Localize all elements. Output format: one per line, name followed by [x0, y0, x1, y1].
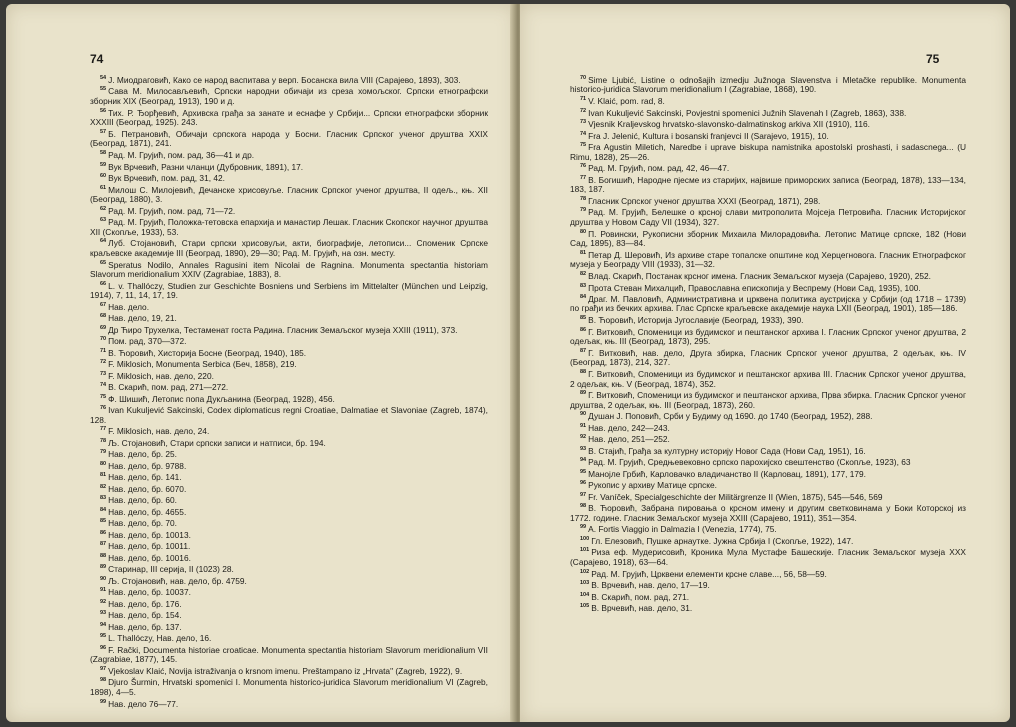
footnote-number: 64 — [100, 238, 107, 245]
footnote — [90, 107, 488, 128]
footnote-number: 74 — [580, 130, 587, 137]
footnote — [90, 552, 488, 563]
footnote-text: Нав. дело, 251—252. — [588, 434, 670, 445]
footnote-number: 59 — [100, 161, 107, 168]
footnote-number: 103 — [580, 580, 590, 587]
footnote-number: 75 — [100, 393, 107, 400]
footnote-number: 97 — [100, 665, 107, 672]
footnote-text: В. Скарић, пом. рад, 271. — [591, 591, 690, 602]
footnote — [90, 393, 488, 404]
footnote — [90, 698, 488, 709]
footnote — [90, 184, 488, 205]
footnote — [570, 270, 966, 281]
footnote — [90, 301, 488, 312]
footnote-number: 98 — [580, 503, 587, 510]
footnote-number: 68 — [100, 313, 107, 320]
footnote — [90, 644, 488, 665]
footnote-number: 94 — [100, 621, 107, 628]
footnote-text: Нав. дело 76—77. — [108, 698, 179, 709]
footnote-number: 72 — [580, 107, 587, 114]
footnote-text: Ф. Шишић, Летопис попа Дукљанина (Београд, 1928), 456. — [108, 393, 335, 404]
footnote-text: Нав. дело, бр. 10037. — [108, 587, 191, 598]
footnote-number: 83 — [580, 282, 587, 289]
right-page — [520, 4, 1010, 722]
footnote-text: Sime Ljubić, Listine o odnošajih izmedju Južnoga Slavenstva i Mletačke republike. Monumenta historico-juridica Slavorum meridionalium I (Zagrabiae, 1868), 190. — [570, 74, 966, 95]
footnote-number: 75 — [580, 142, 587, 149]
footnote-number: 87 — [580, 347, 587, 354]
footnote-number: 73 — [580, 119, 587, 126]
footnote — [90, 575, 488, 586]
footnote — [90, 149, 488, 160]
footnote-number: 65 — [100, 259, 107, 266]
footnote — [90, 540, 488, 551]
footnote-text: Нав. дело, бр. 137. — [108, 621, 182, 632]
footnote-text: Нав. дело, 242—243. — [588, 422, 670, 433]
footnote — [570, 468, 966, 479]
footnote — [90, 216, 488, 237]
footnote-number: 101 — [580, 547, 590, 554]
footnote-number: 104 — [580, 591, 590, 598]
footnote-number: 89 — [580, 390, 587, 397]
footnote-number: 105 — [580, 603, 590, 610]
footnote-number: 86 — [580, 326, 587, 333]
footnote-text: Рад. М. Грујић, пом. рад, 42, 46—47. — [588, 163, 730, 174]
footnote — [90, 609, 488, 620]
footnote-text: Милош С. Милојевић, Дечанске хрисовуље. Гласник Српског ученог друштва, II одељ., књ. XII (Београд, 1880), 3. — [90, 184, 488, 204]
footnote-number: 79 — [580, 207, 587, 214]
footnote-text: Рад. М. Грујић, Црквени елементи крсне славе..., 56, 58—59. — [591, 568, 827, 579]
footnote — [570, 502, 966, 523]
footnote-text: F. Miklosich, Monumenta Serbica (Беч, 1858), 219. — [108, 359, 297, 370]
footnote-number: 91 — [100, 587, 107, 594]
footnote-number: 72 — [100, 359, 107, 366]
footnote — [90, 172, 488, 183]
footnote-text: В. Скарић, пом. рад, 271—272. — [108, 382, 229, 393]
footnote-number: 92 — [100, 598, 107, 605]
footnote — [90, 280, 488, 301]
footnote-number: 90 — [580, 411, 587, 418]
footnote-text: Нав. дело, бр. 10011. — [108, 541, 191, 552]
footnote — [570, 579, 966, 590]
footnote — [570, 591, 966, 602]
footnote-number: 97 — [580, 491, 587, 498]
footnote-number: 84 — [580, 294, 587, 300]
footnote — [90, 205, 488, 216]
footnote-text: Рукопис у архиву Матице српске. — [588, 480, 717, 491]
footnote-text: В. Ћоровић, Историја Југославије (Београд, 1933), 390. — [588, 314, 804, 325]
footnote-text: Нав. дело, 19, 21. — [108, 313, 177, 324]
footnote — [90, 404, 488, 425]
footnote — [570, 368, 966, 389]
footnote-text: Нав. дело, бр. 25. — [108, 449, 177, 460]
footnote-text: Нав. дело. — [108, 301, 150, 312]
footnote-number: 82 — [580, 271, 587, 278]
footnote-text: F. Miklosich, нав. дело, 24. — [108, 426, 210, 437]
footnote-text: Нав. дело, бр. 60. — [108, 495, 177, 506]
footnote-number: 67 — [100, 301, 107, 308]
footnote-text: Нав. дело, бр. 9788. — [108, 460, 187, 471]
footnotes-list — [570, 74, 966, 614]
footnote-number: 66 — [100, 280, 107, 287]
footnote-text: Тих. Р. Ђорђевић, Архивска грађа за занате и еснафе у Србији... Српски етнографски зборник XXXIII (Београд, 1925). 243. — [90, 107, 488, 128]
footnote-text: Душан Ј. Поповић, Срби у Будиму од 1690. до 1740 (Београд, 1952), 288. — [588, 411, 873, 422]
footnote-text: Г. Витковић, Споменици из будимског и пештанског архива, Прва збирка. Гласник Српског ученог друштва, 2 одељак, књ. III (Београд, 1873), 260. — [570, 390, 966, 410]
footnote — [90, 586, 488, 597]
footnote-text: Г. Витковић, Споменици из будимског и пештанског архива I. Гласник Српског ученог друштва, 2 одељак, књ. III (Београд, 1873), 295. — [570, 326, 966, 347]
footnote — [90, 259, 488, 280]
footnote-number: 82 — [100, 483, 107, 490]
footnote — [570, 107, 966, 118]
footnote — [90, 370, 488, 381]
footnote-text: Рад. М. Грујић, Средњевековно српско парохијско свештенство (Скопље, 1923), 63 — [588, 457, 911, 468]
footnote — [570, 326, 966, 347]
footnote-text: Манојле Грбић, Карловачко владичанство II (Карловац, 1891), 177, 179. — [588, 468, 866, 479]
footnote-number: 70 — [100, 336, 107, 343]
footnote — [570, 546, 966, 567]
page-number: 75 — [926, 52, 940, 66]
footnote-number: 81 — [100, 472, 107, 479]
footnote-number: 95 — [580, 468, 587, 475]
footnote-number: 55 — [100, 86, 107, 93]
footnote — [570, 206, 966, 227]
footnote — [90, 335, 488, 346]
footnote — [570, 422, 966, 433]
footnote-text: Fra Agustin Miletich, Naredbe i uprave biskupa namistnika apostolskì proshasti, i sadascnega... (U Rimu, 1828), 25—26. — [570, 141, 966, 162]
footnote-number: 81 — [580, 249, 587, 256]
footnote — [570, 456, 966, 467]
footnote-number: 78 — [100, 437, 107, 444]
footnote — [570, 174, 966, 195]
footnote-number: 89 — [100, 564, 107, 571]
footnote-text: Нав. дело, бр. 10013. — [108, 529, 191, 540]
footnote-number: 54 — [100, 75, 107, 81]
footnote — [570, 389, 966, 410]
footnote — [90, 312, 488, 323]
footnote-text: В. Врчевић, нав. дело, 31. — [591, 602, 693, 613]
footnote-text: Нав. дело, бр. 141. — [108, 472, 182, 483]
footnote-number: 74 — [100, 382, 107, 389]
footnote-number: 87 — [100, 541, 107, 548]
footnote-text: Нав. дело, бр. 4655. — [108, 506, 187, 517]
footnote — [90, 494, 488, 505]
footnote — [570, 95, 966, 106]
footnote — [90, 324, 488, 335]
footnote-text: Djuro Šurmin, Hrvatski spomenici I. Monumenta historico-juridica Slavorum meridionalium VI (Zagreb, 1898), 4—5. — [90, 677, 488, 697]
footnote-text: Ivan Kukuljević Sakcinski, Codex diplomaticus regni Croatiae, Dalmatiae et Slavoniae (Zagreb, 1874), 128. — [90, 405, 488, 425]
footnote-number: 96 — [100, 644, 107, 651]
footnote — [570, 282, 966, 293]
footnote — [570, 314, 966, 325]
footnote-text: Vjesnik Kraljevskog hrvatsko-slavonsko-dalmatinskog arkiva XII (1910), 116. — [588, 118, 870, 129]
footnote-number: 80 — [580, 228, 587, 235]
footnote-text: Нав. дело, бр. 6070. — [108, 483, 187, 494]
footnote-number: 76 — [580, 163, 587, 170]
footnote-number: 102 — [580, 568, 590, 575]
footnote — [570, 141, 966, 162]
footnote — [90, 471, 488, 482]
footnote-text: Вук Врчевић, пом. рад, 31, 42. — [108, 172, 225, 183]
footnote — [570, 433, 966, 444]
footnote-text: J. Миодраговић, Како се народ васпитава у верп. Босанска вила VIII (Сарајево, 1893), 303. — [108, 74, 461, 85]
left-page — [6, 4, 516, 722]
footnote — [90, 161, 488, 172]
footnote — [90, 237, 488, 258]
footnote — [90, 621, 488, 632]
footnote — [90, 128, 488, 149]
footnote-number: 57 — [100, 128, 107, 135]
footnote — [570, 410, 966, 421]
footnote — [570, 293, 966, 314]
page-number: 74 — [90, 52, 104, 66]
footnote-text: Ivan Kukuljević Sakcinski, Povjestni spomenici Južnih Slavenah I (Zagreb, 1863), 338. — [588, 107, 907, 118]
footnote-text: Влад. Скарић, Постанак крсног имена. Гласник Земаљског музеја (Сарајево, 1920), 252. — [588, 270, 932, 281]
footnote-number: 85 — [580, 315, 587, 322]
footnote-text: Гласник Српског ученог друштва XXXI (Београд, 1871), 298. — [588, 195, 821, 206]
footnote-text: Fra J. Jelenić, Kultura i bosanski franjevci II (Sarajevo, 1915), 10. — [588, 130, 829, 141]
footnote-text: Пом. рад, 370—372. — [108, 336, 187, 347]
footnote — [570, 249, 966, 270]
footnote-text: Г. Витковић, Споменици из будимског и пештанског архива III. Гласник Српског ученог друштва, 2 одељак, књ. V (Београд, 1874), 352. — [570, 368, 966, 389]
footnote — [90, 529, 488, 540]
footnote-text: Гл. Елезовић, Пушке арнаутке. Јужна Србија I (Скопље, 1922), 147. — [591, 535, 854, 546]
footnote-text: Speratus Nodilo, Annales Ragusini item Nicolai de Ragnina. Monumenta spectantia historiam Slavorum meridionalium XXIV (Zagrabiae, 1883), 8. — [90, 259, 488, 280]
footnote — [570, 535, 966, 546]
footnote-number: 99 — [580, 524, 587, 531]
footnote-text: Љ. Стојановић, нав. дело, бр. 4759. — [108, 575, 247, 586]
footnote — [90, 676, 488, 697]
footnote-text: Луб. Стојановић, Стари српски хрисовуљи, акти, биографије, летописи... Споменик Српске краљевске академије III (Београд, 1890), 29—30; Рад. М. Грујић, на озн. месту. — [90, 238, 488, 258]
footnote-text: L. v. Thallóczy, Studien zur Geschichte Bosniens und Serbiens im Mittelalter (München und Leipzig, 1914), 7, 11, 14, 17, 19. — [90, 280, 488, 301]
footnote-number: 58 — [100, 150, 107, 157]
footnote — [90, 563, 488, 574]
footnote — [570, 602, 966, 613]
footnote — [90, 85, 488, 106]
footnote-text: Драг. М. Павловић, Административна и црквена политика аустријска у Србији (од 1718 – 1739) по грађи из бечких архива. Глас Српске краљевске академије наука LXII (Београд, 1901), 185—186. — [570, 293, 966, 314]
footnote-number: 63 — [100, 217, 107, 224]
footnote-number: 99 — [100, 698, 107, 705]
footnote-text: В. Стајић, Грађа за културну историју Новог Сада (Нови Сад, 1951), 16. — [588, 445, 866, 456]
footnote — [570, 491, 966, 502]
footnote-text: Рад. М. Грујић, Положка-тетовска епархија и манастир Лешак. Гласник Скопског научног друштва XII (Скопље, 1933), 53. — [90, 216, 488, 237]
footnote-text: Б. Петрановић, Обичаји српскога народа у Босни. Гласник Српског ученог друштва XXIX (Београд, 1871), 241. — [90, 128, 488, 149]
footnote-number: 90 — [100, 575, 107, 582]
footnote-number: 85 — [100, 518, 107, 525]
footnote-number: 79 — [100, 449, 107, 456]
footnote-number: 60 — [100, 173, 107, 180]
footnote — [90, 460, 488, 471]
footnote-number: 70 — [580, 75, 587, 81]
footnote-text: Риза еф. Мудерисовић, Кроника Мула Мустафе Башескије. Гласник Земаљског музеја XXX (Сарајево, 1918), 63—64. — [570, 547, 966, 567]
footnote — [90, 74, 488, 85]
footnote-text: Рад. М. Грујић, Белешке о крсној слави митрополита Мојсеја Петровића. Гласник Историјског друштва у Новом Саду VII (1934), 327. — [570, 207, 966, 227]
footnote — [90, 448, 488, 459]
footnote — [570, 523, 966, 534]
footnote-number: 91 — [580, 422, 587, 429]
footnote-text: Нав. дело, бр. 154. — [108, 610, 182, 620]
footnote-number: 100 — [580, 535, 590, 542]
footnote — [570, 568, 966, 579]
footnote-number: 78 — [580, 195, 587, 202]
footnote-number: 56 — [100, 107, 107, 114]
footnote-text: Нав. дело, бр. 10016. — [108, 552, 191, 563]
footnote-text: L. Thallóczy, Нав. дело, 16. — [108, 632, 212, 643]
footnote-number: 92 — [580, 434, 587, 441]
footnote-text: Г. Витковић, нав. дело, Друга збирка, Гласник Српског ученог друштва, 2 одељак, књ. IV (Београд, 1873), 214, 327. — [570, 347, 966, 368]
footnote — [570, 118, 966, 129]
footnote-number: 73 — [100, 370, 107, 377]
footnote-number: 96 — [580, 480, 587, 487]
footnote-text: В. Врчевић, нав. дело, 17—19. — [591, 579, 710, 590]
footnote — [570, 74, 966, 95]
footnote — [570, 347, 966, 368]
footnotes-list — [90, 74, 488, 709]
footnote-text: Сава М. Милосављевић, Српски народни обичаји из среза хомољског. Српски етнографски зборник XIX (Београд, 1913), 190 и д. — [90, 86, 488, 106]
footnote — [570, 479, 966, 490]
footnote-text: Прота Стеван Михалцић, Православна епископија у Веспрему (Нови Сад, 1935), 100. — [588, 282, 921, 293]
footnote-text: Рад. М. Грујић, пом. рад, 36—41 и др. — [108, 149, 255, 160]
footnote-number: 77 — [580, 174, 587, 181]
footnote-number: 98 — [100, 677, 107, 684]
footnote-number: 93 — [100, 610, 107, 617]
footnote-number: 95 — [100, 633, 107, 640]
footnote-number: 62 — [100, 205, 107, 212]
footnote-text: V. Klaić, pom. rad, 8. — [588, 95, 665, 106]
footnote-text: Др Ћиро Трухелка, Тестаменат госта Радина. Гласник Земаљског музеја XXIII (1911), 373. — [108, 324, 458, 335]
footnote — [90, 632, 488, 643]
footnote — [90, 358, 488, 369]
footnote-text: Вук Врчевић, Разни чланци (Дубровник, 1891), 17. — [108, 161, 304, 172]
footnote-text: Рад. М. Грујић, пом. рад, 71—72. — [108, 205, 236, 216]
footnote-number: 88 — [100, 552, 107, 559]
footnote — [90, 517, 488, 528]
footnote — [570, 162, 966, 173]
footnote — [90, 347, 488, 358]
footnote-number: 86 — [100, 529, 107, 536]
footnote — [90, 381, 488, 392]
footnote-number: 71 — [100, 347, 107, 354]
footnote-text: Старинар, III серија, II (1023) 28. — [108, 564, 234, 575]
footnote-number: 69 — [100, 324, 107, 331]
footnote-number: 84 — [100, 506, 107, 513]
footnote-number: 83 — [100, 495, 107, 502]
footnote-text: Нав. дело, бр. 176. — [108, 598, 182, 609]
footnote-text: П. Ровински, Рукописни зборник Михаила Милорадовића. Летопис Матице српске, 182 (Нови Сад, 1895), 83—84. — [570, 228, 966, 249]
footnote-number: 77 — [100, 426, 107, 433]
footnote-number: 80 — [100, 460, 107, 467]
footnote-text: A. Fortis Viaggio in Dalmazia I (Venezia, 1774), 75. — [588, 524, 777, 535]
footnote-number: 61 — [100, 184, 107, 191]
footnote-number: 88 — [580, 369, 587, 376]
footnote — [90, 437, 488, 448]
footnote — [90, 506, 488, 517]
footnote-text: Нав. дело, бр. 70. — [108, 518, 177, 529]
footnote-text: В. Богишић, Народне пјесме из старијих, највише приморских записа (Београд, 1878), 133—134, 183, 187. — [570, 174, 966, 195]
footnote-text: Петар Д. Шеровић, Из архиве старе топалске општине код Херцегновога. Гласник Етнографског музеја у Београду VIII (1933), 31—32. — [570, 249, 966, 270]
footnote — [90, 483, 488, 494]
footnote — [570, 195, 966, 206]
footnote — [90, 665, 488, 676]
footnote-text: F. Miklosich, нав. дело, 220. — [108, 370, 214, 381]
footnote — [570, 445, 966, 456]
footnote — [90, 425, 488, 436]
footnote — [570, 130, 966, 141]
footnote-number: 71 — [580, 96, 587, 103]
footnote — [570, 228, 966, 249]
footnote-number: 94 — [580, 457, 587, 464]
footnote-text: В. Ћоровић, Забрана пировања о крсном имену и другим светковинама у Боки Которској из 1772. године. Гласник Земаљског музеја XXIII (Сарајево, 1911), 351—354. — [570, 503, 966, 523]
footnote-text: F. Rački, Documenta historiae croaticae. Monumenta spectantia historiam Slavorum meridionalium VII (Zagrabiae, 1877), 145. — [90, 644, 488, 665]
footnote — [90, 598, 488, 609]
footnote-number: 93 — [580, 445, 587, 452]
footnote-text: В. Ћоровић, Хисторија Босне (Београд, 1940), 185. — [108, 347, 307, 358]
footnote-number: 76 — [100, 405, 107, 412]
footnote-text: Љ. Стојановић, Стари српски записи и натписи, бр. 194. — [108, 437, 326, 448]
footnote-text: Vjekoslav Klaić, Novija istraživanja o krsnom imenu. Preštampano iz „Hrvata" (Zagreb, 1922), 9. — [108, 665, 463, 676]
footnote-text: Fr. Vaníček, Specialgeschichte der Militärgrenze II (Wien, 1875), 545—546, 569 — [588, 491, 883, 502]
